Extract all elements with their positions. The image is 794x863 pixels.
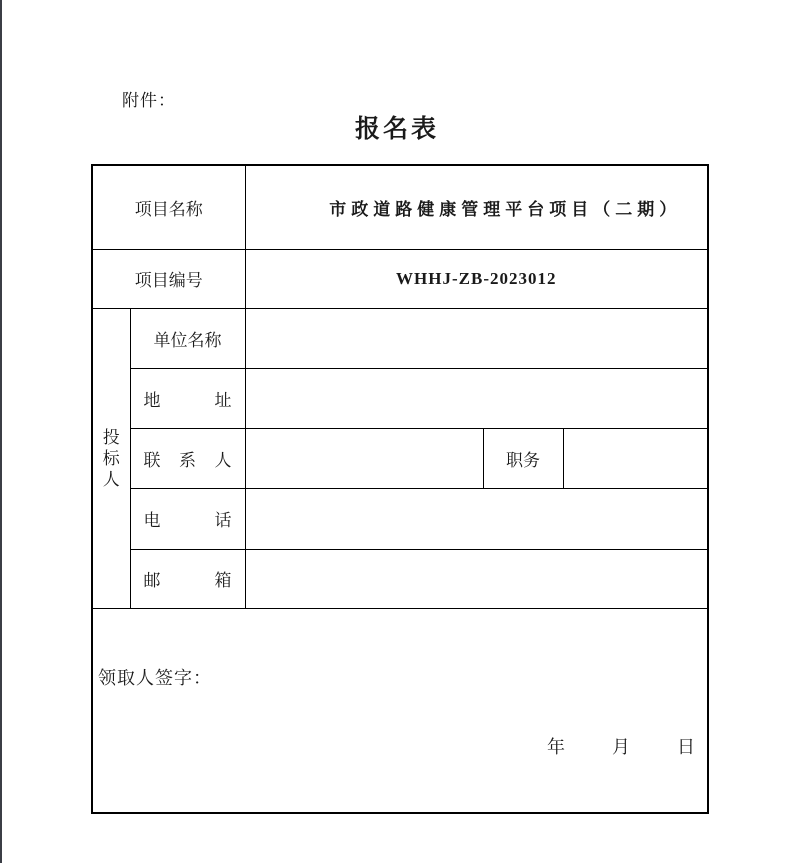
project-name-value-cell xyxy=(245,165,708,249)
date-year-label: 年 xyxy=(547,736,566,757)
phone-label: 电 话 xyxy=(143,511,232,530)
email-value-cell xyxy=(245,549,708,608)
phone-row xyxy=(92,488,708,549)
address-row xyxy=(92,368,708,428)
contact-value-cell xyxy=(245,428,483,488)
email-label: 邮 箱 xyxy=(143,571,232,590)
form-title: 报名表 xyxy=(354,116,439,143)
date-day-label: 日 xyxy=(677,736,696,757)
email-row xyxy=(92,549,708,608)
date-month-label: 月 xyxy=(612,736,631,757)
address-label-cell xyxy=(130,368,245,428)
registration-form-table xyxy=(91,164,709,814)
email-label-cell xyxy=(130,549,245,608)
project-name-label-cell xyxy=(92,165,245,249)
unit-name-row xyxy=(92,308,708,368)
phone-label-cell xyxy=(130,488,245,549)
project-name-label: 项目名称 xyxy=(134,199,203,219)
signature-row xyxy=(92,608,708,813)
bidder-group-label: 投标人 xyxy=(102,427,120,489)
address-label: 地 址 xyxy=(143,390,232,410)
project-number-label-cell xyxy=(92,249,245,308)
attachment-label: 附件： xyxy=(122,91,176,110)
unit-name-label-cell xyxy=(130,308,245,368)
position-value-cell xyxy=(563,428,708,488)
project-number-label: 项目编号 xyxy=(134,271,203,290)
unit-name-value-cell xyxy=(245,308,708,368)
contact-row xyxy=(92,428,708,488)
project-number-value: WHHJ-ZB-2023012 xyxy=(396,268,557,288)
position-label-cell xyxy=(483,428,563,488)
contact-label: 联 系 人 xyxy=(143,450,232,470)
project-number-value-cell xyxy=(245,249,708,308)
bidder-group-cell xyxy=(92,308,130,608)
phone-value-cell xyxy=(245,488,708,549)
position-label: 职务 xyxy=(506,450,540,470)
address-value-cell xyxy=(245,368,708,428)
signature-label: 领取人签字： xyxy=(98,667,212,688)
date-line xyxy=(547,733,695,759)
project-name-row xyxy=(92,165,708,249)
contact-label-cell xyxy=(130,428,245,488)
signature-cell xyxy=(92,608,708,813)
unit-name-label: 单位名称 xyxy=(153,330,222,350)
project-name-value: 市政道路健康管理平台项目（二期） xyxy=(329,199,682,219)
project-number-row xyxy=(92,249,708,308)
